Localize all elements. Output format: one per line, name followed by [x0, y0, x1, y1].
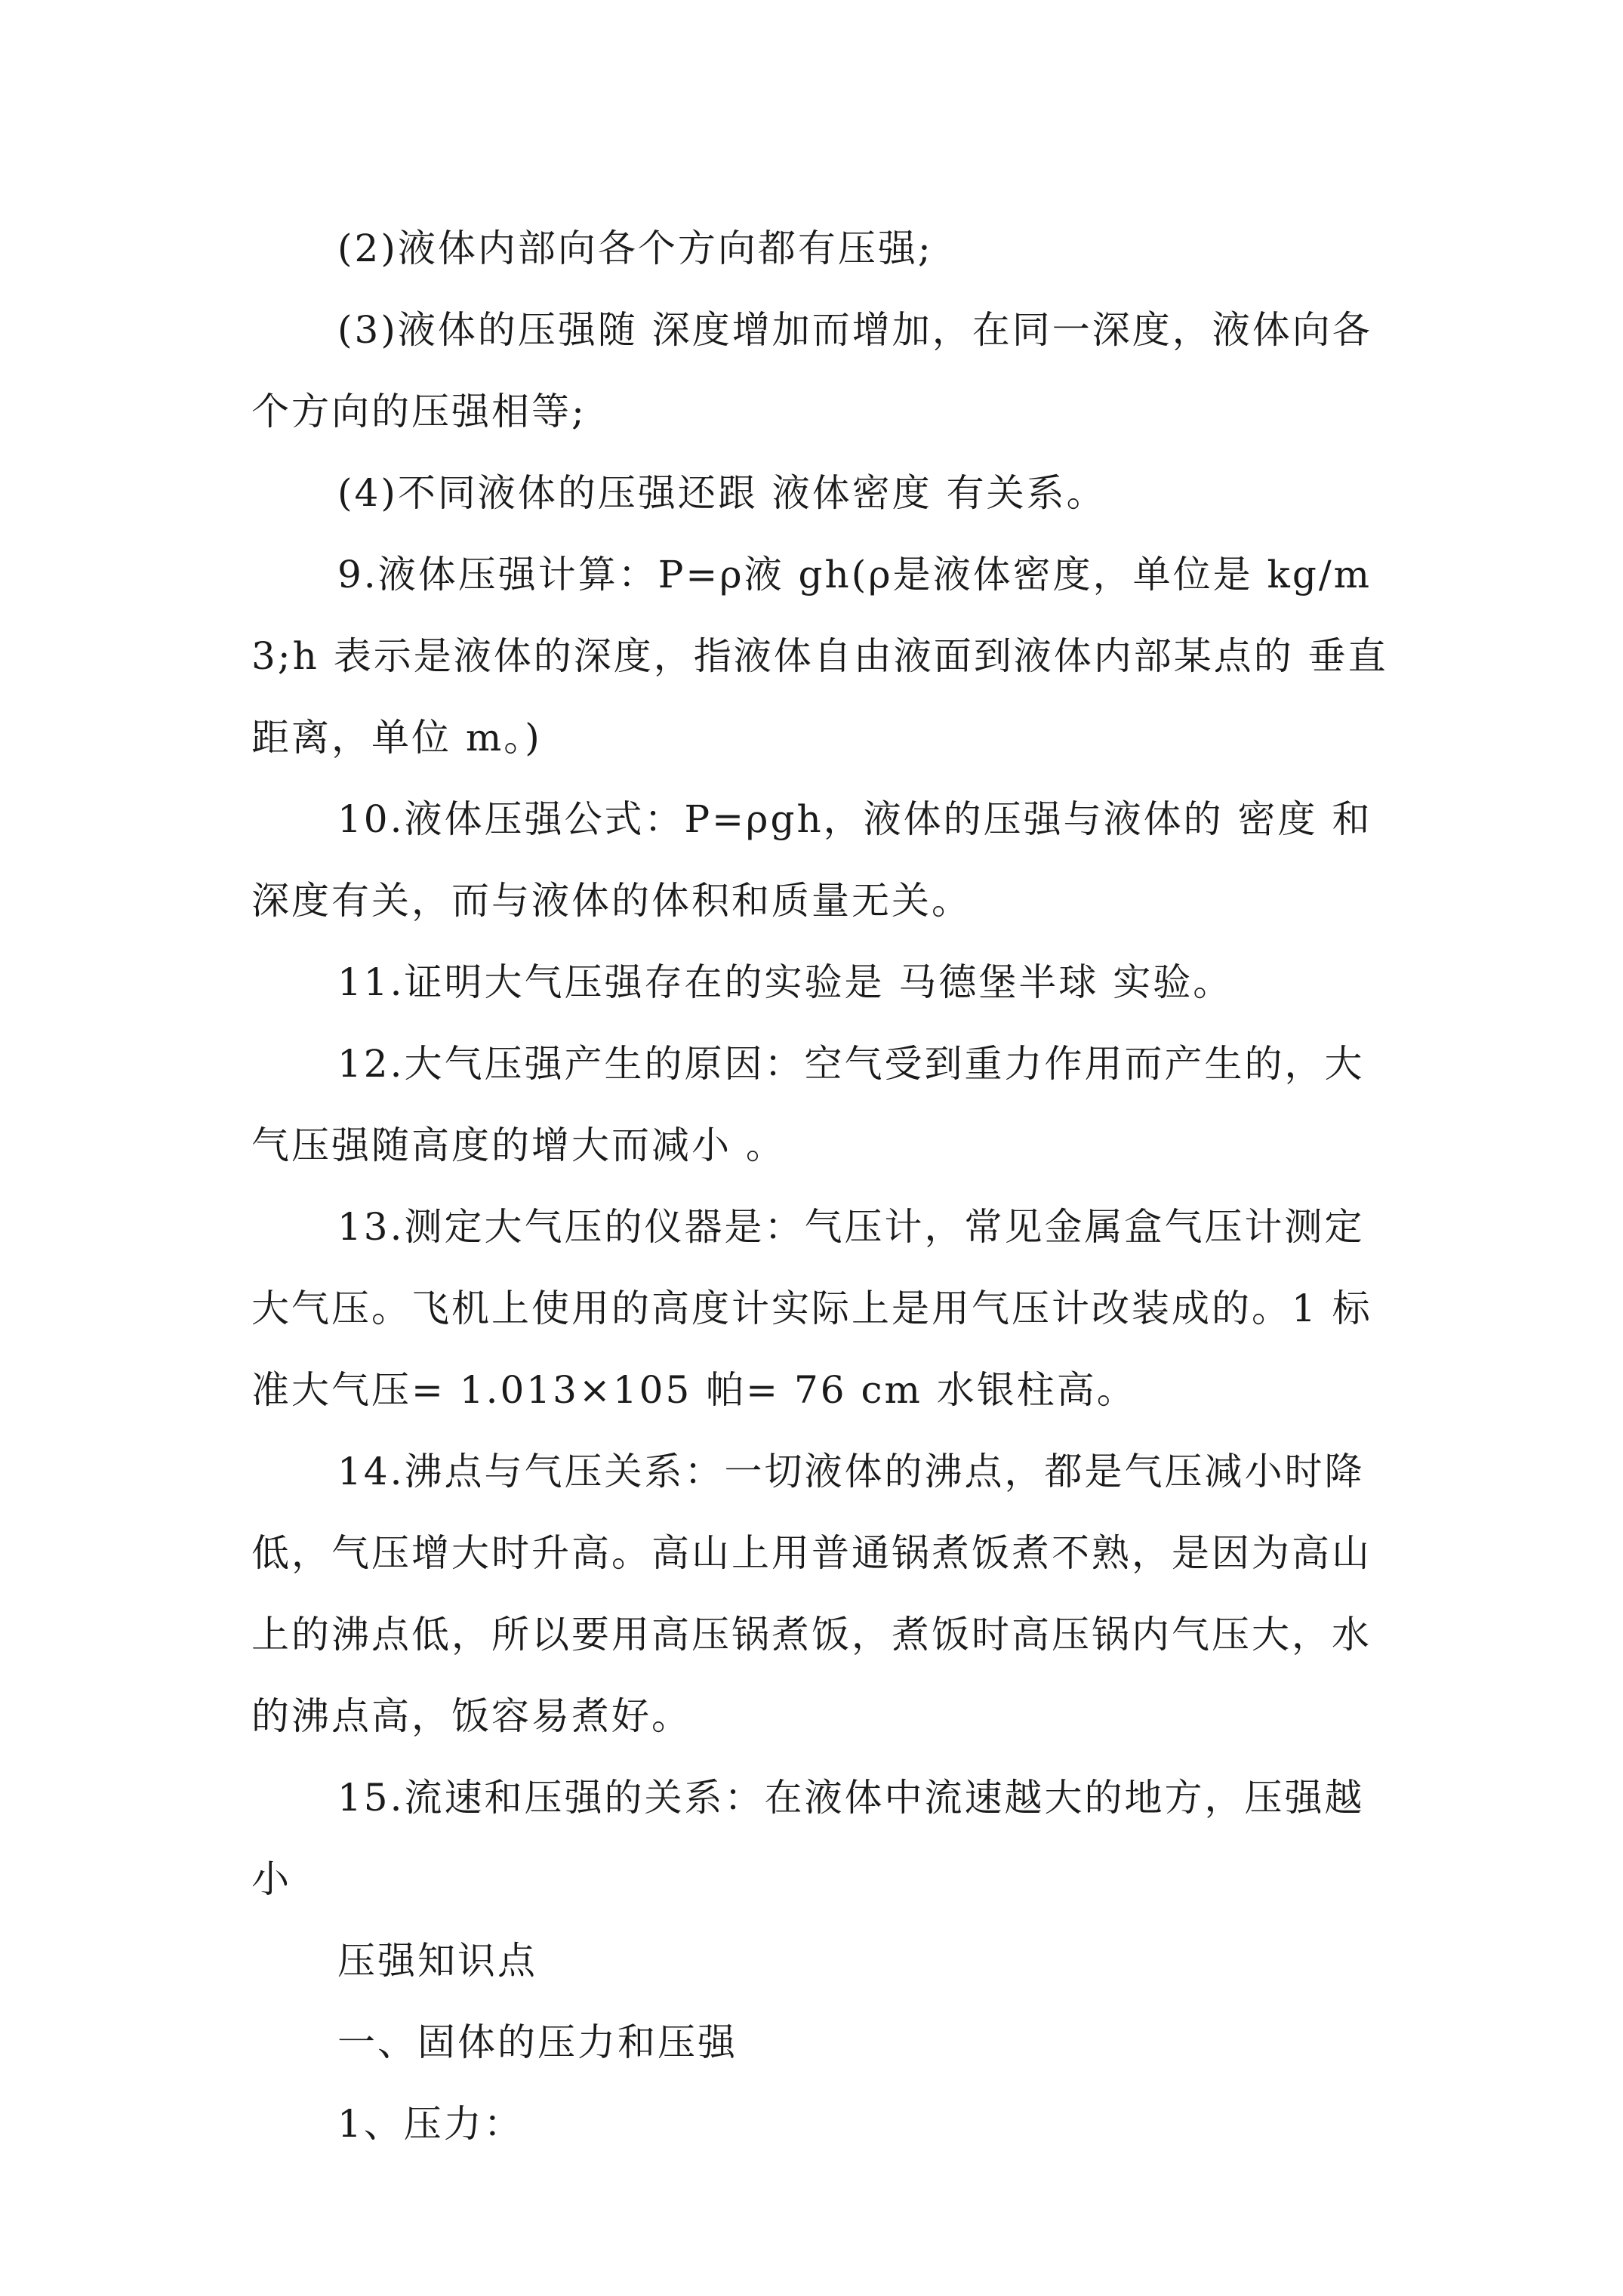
paragraph-item-11: 11.证明大气压强存在的实验是 马德堡半球 实验。: [337, 960, 1233, 1004]
section-heading: 压强知识点: [337, 1939, 537, 1983]
paragraph-item-10: 10.液体压强公式：P=ρgh，液体的压强与液体的 密度 和 深度有关，而与液体的体积和质量无关。: [251, 797, 1372, 923]
paragraph-item-15: 15.流速和压强的关系：在液体中流速越大的地方，压强越小: [251, 1776, 1365, 1901]
paragraph-item-9: 9.液体压强计算：P=ρ液 gh(ρ是液体密度，单位是 kg/m3;h 表示是液体的深度，指液体自由液面到液体内部某点的 垂直 距离，单位 m。): [251, 553, 1388, 760]
paragraph-pressure-density: (4)不同液体的压强还跟 液体密度 有关系。: [337, 471, 1107, 515]
paragraph-item-14: 14.沸点与气压关系：一切液体的沸点，都是气压减小时降低，气压增大时升高。高山上用普通锅煮饭煮不熟，是因为高山上的沸点低，所以要用高压锅煮饭，煮饭时高压锅内气压大，水的沸点高，饭容易煮好。: [251, 1450, 1372, 1738]
paragraph-pressure-depth: (3)液体的压强随 深度增加而增加，在同一深度，液体向各个方向的压强相等;: [251, 308, 1372, 433]
subsection-heading: 一、固体的压力和压强: [337, 2020, 738, 2064]
subsection-item-heading: 1、压力：: [337, 2102, 524, 2146]
paragraph-item-13: 13.测定大气压的仪器是：气压计，常见金属盒气压计测定大气压。飞机上使用的高度计实际上是用气压计改装成的。1 标准大气压= 1.013×105 帕= 76 cm 水银柱高。: [251, 1205, 1372, 1412]
document-body: [251, 208, 1399, 2165]
paragraph-item-12: 12.大气压强产生的原因：空气受到重力作用而产生的，大气压强随高度的增大而减小 。: [251, 1042, 1365, 1167]
paragraph-liquid-pressure-directions: (2)液体内部向各个方向都有压强;: [337, 227, 933, 270]
